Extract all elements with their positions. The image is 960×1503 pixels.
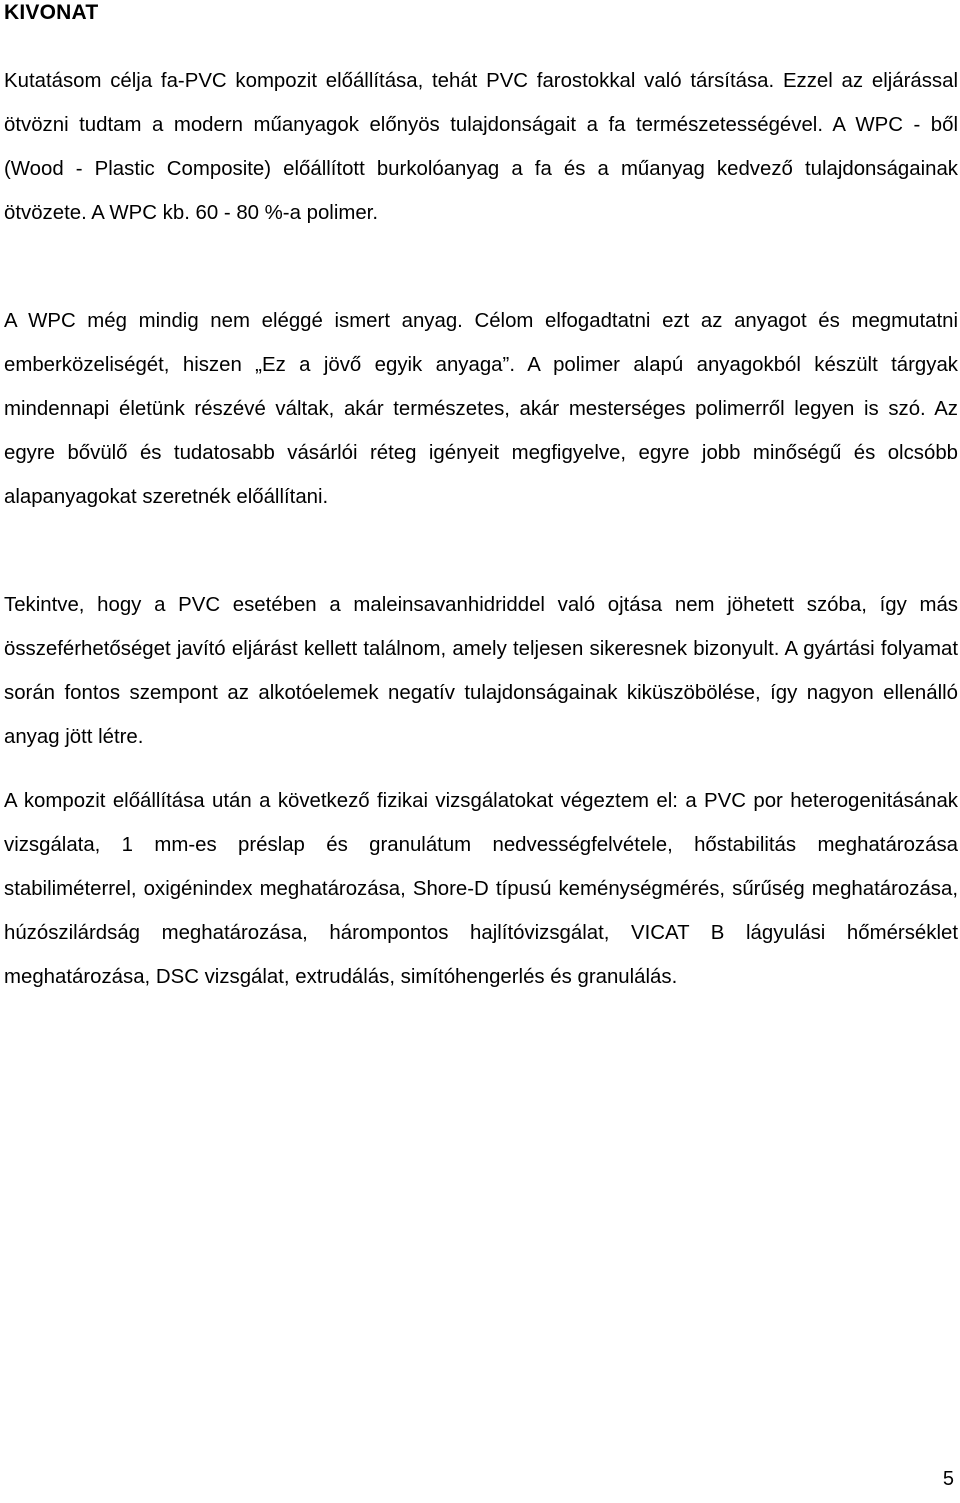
paragraph-tests: A kompozit előállítása után a következő fizikai vizsgálatokat végeztem el: a PVC por heterogenitásának vizsgálata, 1 mm-es préslap és granulátum nedvességfelvétele, hőstabilitás meghatározása stabiliméterrel, oxigénindex meghatározása, Shore-D típusú keménységmérés, sűrűség meghatározása, húzószilárdság meghatározása, hárompontos hajlítóvizsgálat, VICAT B lágyulási hőmérséklet meghatározása, DSC vizsgálat, extrudálás, simítóhengerlés és granulálás. (4, 790, 958, 988)
document-page (4, 0, 958, 1503)
paragraph-goal: A WPC még mindig nem eléggé ismert anyag. Célom elfogadtatni ezt az anyagot és megmutatni emberközeliségét, hiszen „Ez a jövő egyik anyaga”. A polimer alapú anyagokból készült tárgyak mindennapi életünk részévé váltak, akár természetes, akár mesterséges polimerről legyen is szó. Az egyre bővülő és tudatosabb vásárlói réteg igényeit megfigyelve, egyre jobb minőségű és olcsóbb alapanyagokat szeretnék előállítani. (4, 310, 958, 508)
page-number: 5 (942, 1468, 954, 1490)
paragraph-intro: Kutatásom célja fa-PVC kompozit előállítása, tehát PVC farostokkal való társítása. Ezzel az eljárással ötvözni tudtam a modern műanyagok előnyös tulajdonságait a fa természetességével. A WPC - ből (Wood - Plastic Composite) előállított burkolóanyag a fa és a műanyag kedvező tulajdonságainak ötvözete. A WPC kb. 60 - 80 %-a polimer. (4, 70, 958, 224)
paragraph-method: Tekintve, hogy a PVC esetében a maleinsavanhidriddel való ojtása nem jöhetett szóba, így más összeférhetőséget javító eljárást kellett találnom, amely teljesen sikeresnek bizonyult. A gyártási folyamat során fontos szempont az alkotóelemek negatív tulajdonságainak kiküszöbölése, így nagyon ellenálló anyag jött létre. (4, 594, 958, 748)
section-heading: KIVONAT (4, 1, 99, 24)
